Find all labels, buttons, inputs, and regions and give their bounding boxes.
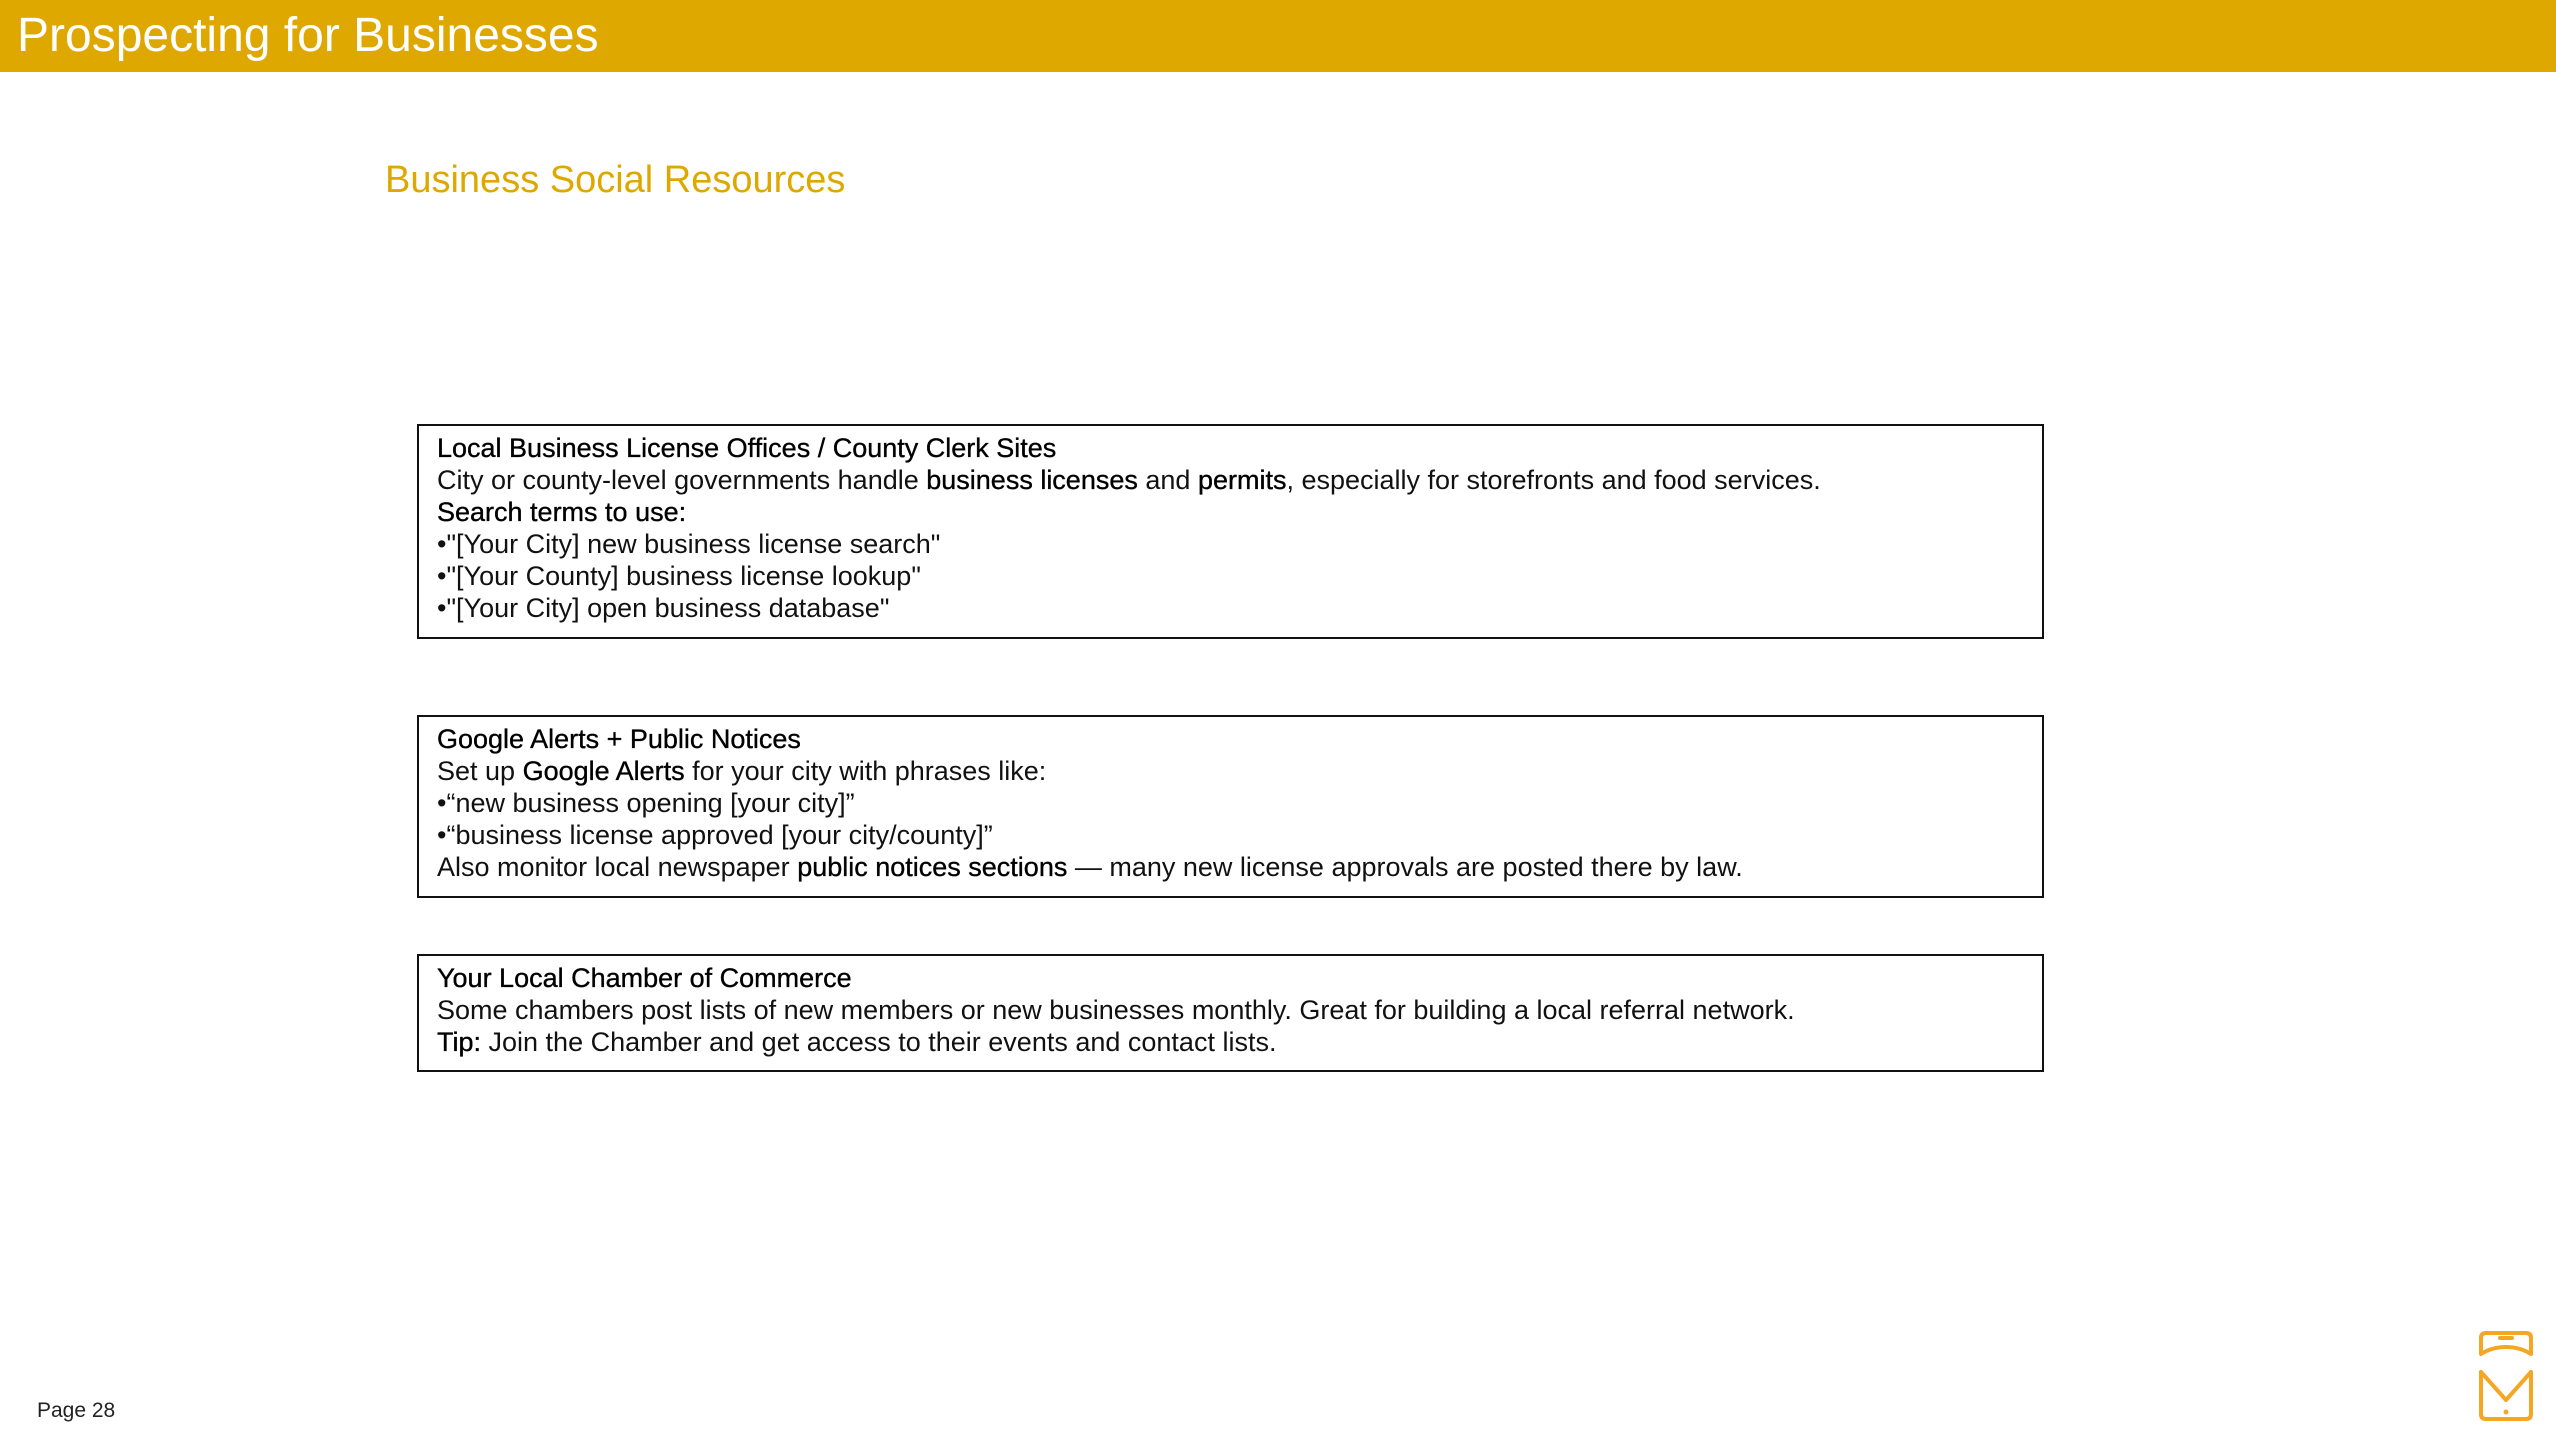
box-heading: Your Local Chamber of Commerce: [437, 963, 852, 993]
box-body-emphasis: business licenses: [926, 465, 1138, 495]
resource-box-google-alerts: [417, 715, 2044, 898]
box-body-text: Set up: [437, 756, 523, 786]
box-heading: Local Business License Offices / County Clerk Sites: [437, 433, 1057, 463]
box-body: Some chambers post lists of new members or new businesses monthly. Great for building a local referral network.: [437, 995, 1795, 1025]
header-bar: [0, 0, 2556, 72]
box-footer: [437, 851, 2024, 883]
box-subheading: Search terms to use:: [437, 497, 687, 527]
box-tip: [437, 1026, 2024, 1058]
box-body: [437, 755, 2024, 787]
box-footer-text: Also monitor local newspaper: [437, 852, 798, 882]
tip-label: Tip:: [437, 1027, 482, 1057]
box-body-text: and: [1137, 465, 1198, 495]
bullet-item: •“business license approved [your city/county]”: [437, 820, 993, 850]
bullet-item: •"[Your County] business license lookup": [437, 561, 921, 591]
bullet-item: •“new business opening [your city]”: [437, 788, 855, 818]
box-body-emphasis: permits: [1197, 465, 1287, 495]
brand-logo-icon: [2477, 1330, 2535, 1422]
box-body-emphasis: Google Alerts: [522, 756, 685, 786]
bullet-item: •"[Your City] new business license search": [437, 529, 941, 559]
box-heading: Google Alerts + Public Notices: [437, 724, 801, 754]
page-header-title: Prospecting for Businesses: [17, 9, 599, 62]
page-number: Page 28: [37, 1399, 116, 1422]
box-body-text: , especially for storefronts and food services.: [1286, 465, 1821, 495]
box-footer-text: — many new license approvals are posted there by law.: [1067, 852, 1743, 882]
tip-text: Join the Chamber and get access to their events and contact lists.: [481, 1027, 1277, 1057]
section-title: Business Social Resources: [385, 159, 846, 201]
box-body: [437, 464, 2024, 496]
bullet-item: •"[Your City] open business database": [437, 593, 890, 623]
box-body-text: for your city with phrases like:: [684, 756, 1047, 786]
box-body-text: City or county-level governments handle: [437, 465, 927, 495]
resource-box-chamber: [417, 954, 2044, 1072]
resource-box-license-offices: [417, 424, 2044, 639]
box-footer-emphasis: public notices sections: [797, 852, 1068, 882]
